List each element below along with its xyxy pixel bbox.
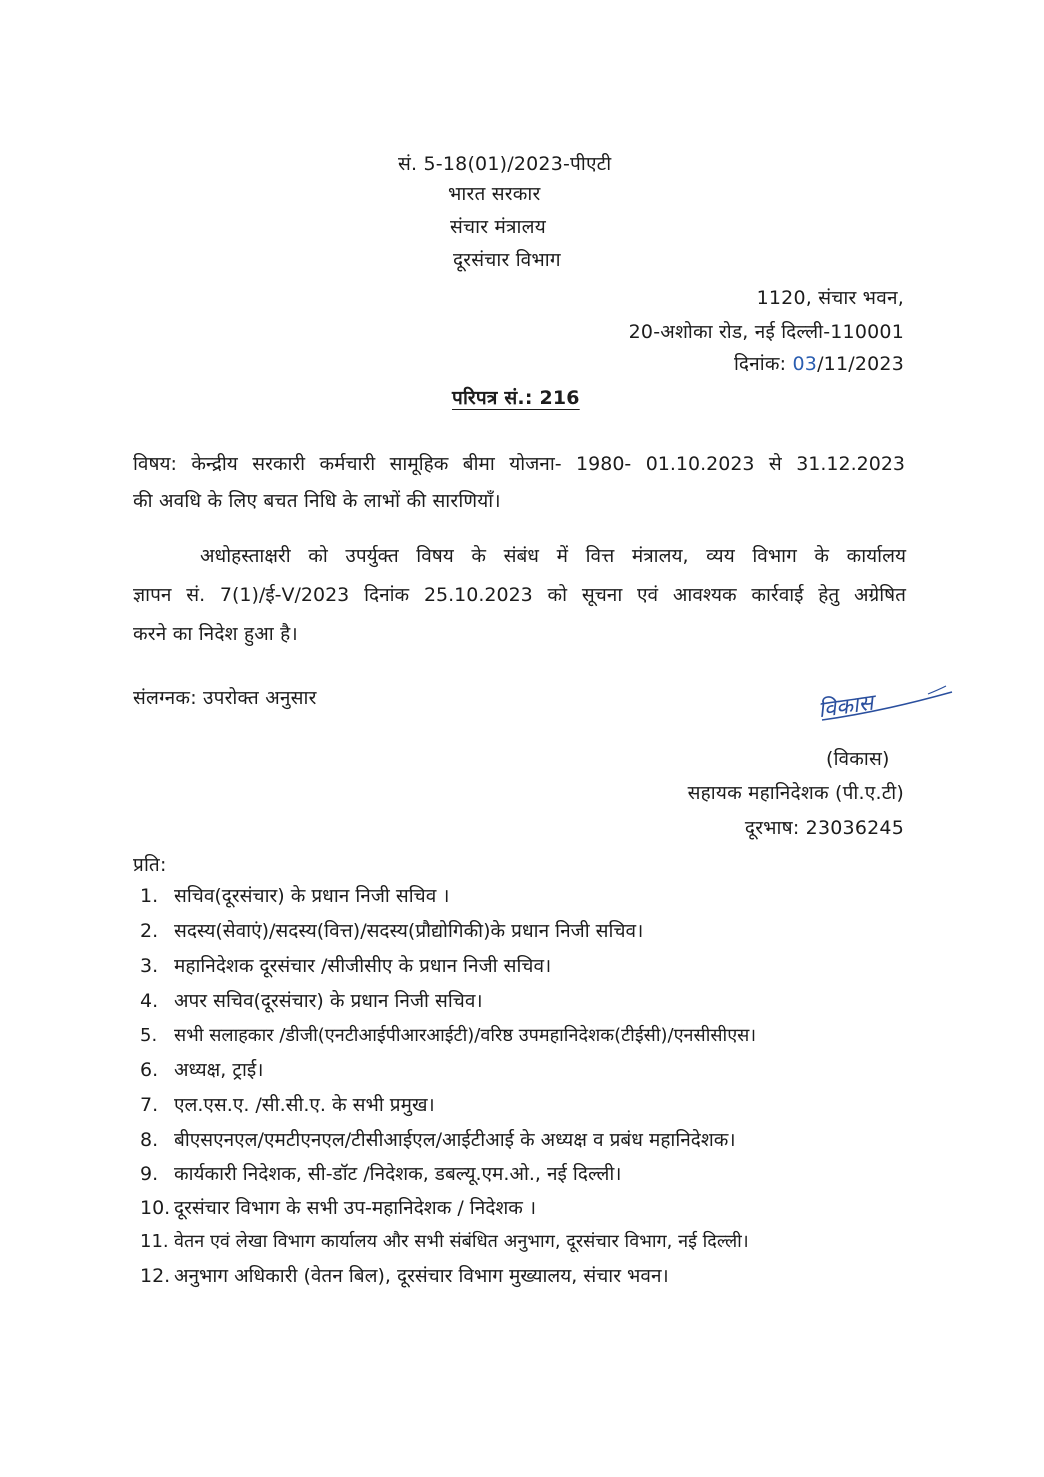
signatory-phone: दूरभाष: 23036245: [744, 817, 904, 839]
list-item: 4. अपर सचिव(दूरसंचार) के प्रधान निजी सचिव।: [140, 990, 483, 1012]
body-line-1: अधोहस्ताक्षरी को उपर्युक्त विषय के संबंध में वित्त मंत्रालय, व्यय विभाग के कार्यालय: [200, 545, 906, 567]
list-item: 11. वेतन एवं लेखा विभाग कार्यालय और सभी संबंधित अनुभाग, दूरसंचार विभाग, नई दिल्ली।: [140, 1231, 749, 1252]
signatory-designation: सहायक महानिदेशक (पी.ए.टी): [687, 782, 904, 804]
list-item: 5. सभी सलाहकार /डीजी(एनटीआईपीआरआईटी)/वरिष्ठ उपमहानिदेशक(टीईसी)/एनसीसीएस।: [140, 1025, 757, 1046]
department-name: दूरसंचार विभाग: [453, 249, 561, 271]
body-line-3: करने का निदेश हुआ है।: [133, 623, 298, 645]
enclosure-note: संलग्नक: उपरोक्त अनुसार: [133, 687, 317, 709]
government-name: भारत सरकार: [448, 183, 541, 205]
list-item: 6. अध्यक्ष, ट्राई।: [140, 1059, 264, 1081]
recipients-heading: प्रति:: [133, 854, 167, 876]
address-line-1: 1120, संचार भवन,: [756, 287, 904, 309]
body-line-2: ज्ञापन सं. 7(1)/ई-V/2023 दिनांक 25.10.2023 को सूचना एवं आवश्यक कार्रवाई हेतु अग्रेषित: [133, 584, 906, 606]
file-number: सं. 5-18(01)/2023-पीएटी: [398, 153, 612, 175]
signatory-name: (विकास): [826, 748, 890, 770]
list-item: 8. बीएसएनएल/एमटीएनएल/टीसीआईएल/आईटीआई के अध्यक्ष व प्रबंध महानिदेशक।: [140, 1129, 736, 1151]
date-line: [734, 352, 904, 376]
list-item: 10. दूरसंचार विभाग के सभी उप-महानिदेशक / निदेशक ।: [140, 1197, 537, 1219]
list-item: 3. महानिदेशक दूरसंचार /सीजीसीए के प्रधान निजी सचिव।: [140, 955, 552, 977]
list-item: 1. सचिव(दूरसंचार) के प्रधान निजी सचिव ।: [140, 885, 450, 907]
ministry-name: संचार मंत्रालय: [450, 216, 546, 238]
list-item: 7. एल.एस.ए. /सी.सी.ए. के सभी प्रमुख।: [140, 1094, 435, 1116]
address-line-2: 20-अशोका रोड, नई दिल्ली-110001: [628, 321, 904, 343]
signature-glyphs: विकास: [816, 690, 875, 724]
subject-line-1: विषय: केन्द्रीय सरकारी कर्मचारी सामूहिक बीमा योजना- 1980- 01.10.2023 से 31.12.2023: [133, 453, 905, 475]
date-label: दिनांक:: [733, 353, 793, 375]
list-item: 2. सदस्य(सेवाएं)/सदस्य(वित्त)/सदस्य(प्रौद्योगिकी)के प्रधान निजी सचिव।: [140, 920, 644, 942]
date-day: 03: [792, 353, 818, 375]
circular-number: परिपत्र सं.: 216: [452, 387, 580, 409]
list-item: 9. कार्यकारी निदेशक, सी-डॉट /निदेशक, डबल्यू.एम.ओ., नई दिल्ली।: [140, 1163, 622, 1185]
subject-line-2: की अवधि के लिए बचत निधि के लाभों की सारणियाँ।: [133, 490, 501, 512]
handwritten-signature: [810, 680, 960, 730]
date-rest: /11/2023: [817, 353, 904, 375]
list-item: 12. अनुभाग अधिकारी (वेतन बिल), दूरसंचार विभाग मुख्यालय, संचार भवन।: [140, 1265, 669, 1287]
signature-flourish: [928, 686, 946, 694]
